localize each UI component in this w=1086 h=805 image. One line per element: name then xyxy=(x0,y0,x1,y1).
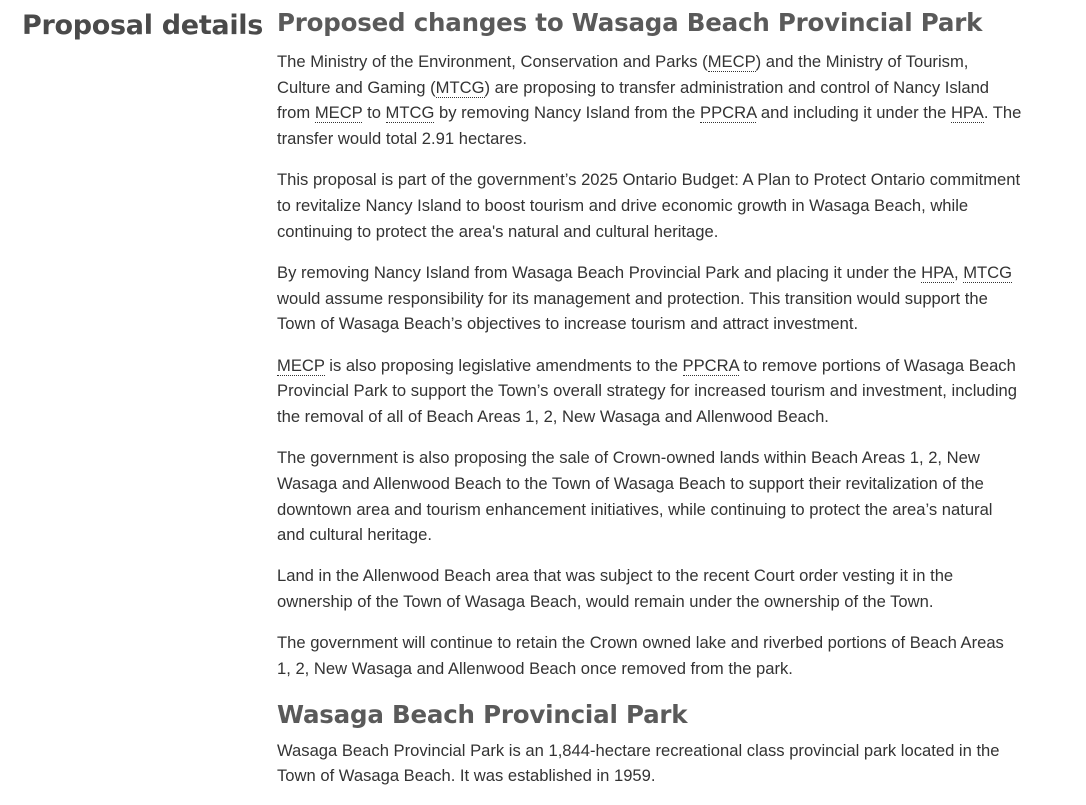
paragraph xyxy=(277,738,1022,789)
text-run: to xyxy=(362,103,386,123)
paragraph xyxy=(277,353,1022,430)
text-run: Land in the Allenwood Beach area that was subject to the recent Court order vesting it in the ownership of the Town of Wasaga Beach, would remain under the ownership of the Town. xyxy=(277,566,954,612)
abbreviation: MECP xyxy=(314,103,363,123)
sidebar-title: Proposal details xyxy=(22,10,264,41)
text-run: . The transfer would total 2.91 hectares. xyxy=(277,103,1022,149)
text-run: would assume responsibility for its management and protection. This transition would support the Town of Wasaga Beach’s objectives to increase tourism and attract investment. xyxy=(277,288,988,334)
text-run: The Ministry of the Environment, Conservation and Parks ( xyxy=(277,52,708,71)
abbreviation: PPCRA xyxy=(700,103,757,123)
main-content xyxy=(277,6,1022,805)
abbreviation: HPA xyxy=(921,262,954,282)
abbreviation: HPA xyxy=(950,103,984,123)
paragraph xyxy=(277,563,1022,614)
abbreviation: MTCG xyxy=(435,77,485,97)
text-run: The government will continue to retain the Crown owned lake and riverbed portions of Beach Areas 1, 2, New Wasaga and Allenwood Beach once removed from the park. xyxy=(277,633,1004,679)
abbreviation: MTCG xyxy=(963,262,1013,282)
paragraph xyxy=(277,49,1022,152)
text-run: This proposal is part of the government’s 2025 Ontario Budget: A Plan to Protect Ontario commitment to revitalize Nancy Island to boost tourism and drive economic growth in Wasaga Beach, while continuing to protect the area's natural and cultural heritage. xyxy=(277,170,1021,241)
text-run: Wasaga Beach Provincial Park is an 1,844-hectare recreational class provincial park located in the Town of Wasaga Beach. It was established in 1959. xyxy=(277,740,1000,786)
text-run: , xyxy=(953,262,964,282)
paragraph xyxy=(277,260,1022,337)
abbreviation: PPCRA xyxy=(682,355,739,375)
section-heading-proposed-changes: Proposed changes to Wasaga Beach Provincial Park xyxy=(277,8,983,37)
text-run: and including it under the xyxy=(756,103,951,123)
abbreviation: MECP xyxy=(707,52,756,71)
abbreviation: MECP xyxy=(277,355,325,375)
text-run: is also proposing legislative amendments to the xyxy=(324,355,683,375)
text-run: to remove portions of Wasaga Beach Provincial Park to support the Town’s overall strategy for increased tourism and investment, including the removal of all of Beach Areas 1, 2, New Wasaga and Allenwood Beach. xyxy=(277,355,1018,426)
paragraph xyxy=(277,167,1022,244)
text-run: ) and the Ministry of Tourism, Culture and Gaming ( xyxy=(277,52,969,97)
paragraph xyxy=(277,445,1022,548)
section-heading-park: Wasaga Beach Provincial Park xyxy=(277,699,688,729)
abbreviation: MTCG xyxy=(385,103,435,123)
text-run: ) are proposing to transfer administration and control of Nancy Island from xyxy=(277,77,990,123)
text-run: The government is also proposing the sale of Crown-owned lands within Beach Areas 1, 2, New Wasaga and Allenwood Beach to the Town of Wasaga Beach to support their revitalization of the downtown area and tourism enhancement initiatives, while continuing to protect the area’s natural and cultural heritage. xyxy=(277,448,993,545)
paragraph xyxy=(277,630,1022,681)
text-run: by removing Nancy Island from the xyxy=(434,103,701,123)
text-run: By removing Nancy Island from Wasaga Beach Provincial Park and placing it under the xyxy=(277,262,922,282)
